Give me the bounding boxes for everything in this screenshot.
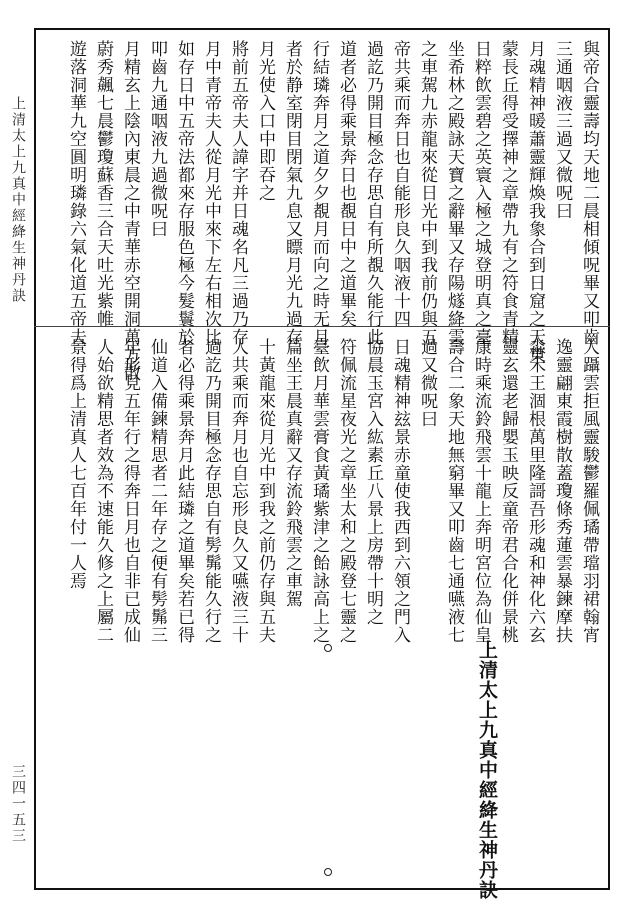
text-column: 月光使入口中即吞之: [255, 40, 275, 202]
text-column: 三通咽液三過又微呪曰: [552, 40, 572, 220]
text-column: 十黃龍來從月光中到我之前仍存與五夫: [255, 338, 275, 644]
text-column: 月中青帝夫人從月光中來下左右相次比: [201, 40, 221, 346]
side-title: 上清太上九真中經絳生神丹訣: [10, 96, 26, 304]
text-column: 月精玄上陰內東晨之中青華赤空開洞萬方散: [120, 40, 140, 382]
text-column: 過又微呪曰: [417, 338, 437, 428]
circle-mark: [324, 644, 332, 652]
text-column: 坐希林之殿詠天寶之辭畢又存陽燧絳雲: [444, 40, 464, 346]
text-column: 過訖乃開目極念存思自有髣髴能久行之: [201, 338, 221, 644]
text-column: 康時乘流鈴飛雲十龍上奔明宮位為仙皇: [471, 338, 491, 644]
circle-mark: [324, 868, 332, 876]
text-column: 壽合二象天地無窮畢又叩齒七通嚥液七: [444, 338, 464, 644]
text-column: 年形見五年行之得奔日月也自非已成仙: [120, 338, 140, 644]
page-number: 三四一五三: [10, 764, 26, 844]
text-column: 過訖乃開目極念存思自有所覩久能行此: [363, 40, 383, 346]
text-column: 月魂精神暖蕭靈輝煥我𧰼合到日窟之天東: [525, 40, 545, 364]
text-column: 仙道入備鍊精思者二年存之便有髣髴三: [147, 338, 167, 644]
text-column: 與帝合靈壽均天地二晨相傾呪畢又叩齒: [579, 40, 599, 346]
text-column: 篇坐王晨真辭又存流鈴飛雲之車駕: [282, 338, 302, 608]
text-column: 道者必得乘景奔日也覩日中之道畢矣: [336, 40, 356, 328]
text-column: 日魂精神玆景赤童使我西到六領之門入: [390, 338, 410, 644]
text-column: 臺飲月華雲膏食黃璚紫津之飴詠高上之: [309, 338, 329, 644]
text-column: 行結璘奔月之道夕夕覩月而向之時无月: [309, 40, 329, 346]
text-column: 如存日中五帝法都來存服色極今髮鬟於: [174, 40, 194, 346]
text-column: 者必得乘景奔月此結璘之道畢矣若已得: [174, 338, 194, 644]
text-column: 之車駕九赤龍來從日光中到我前仍與五: [417, 40, 437, 346]
text-column: 蔚秀飆七晨鬱瓊蘇香三合天吐光紫帷: [93, 40, 113, 328]
text-column: 遊落洞華九空圓明璘錄六氣化道五帝夫: [66, 40, 86, 346]
text-column: 帝共乘而奔日也自能形良久咽液十四: [390, 40, 410, 328]
text-column: 符佩流星夜光之章坐太和之殿登七靈之: [336, 338, 356, 644]
text-column: 日粹飲雲碧之英寰入極之城登明真之臺: [471, 40, 491, 346]
text-column: 蒙長丘得受擇神之章帶九有之符食青精: [498, 40, 518, 346]
text-column: 者於静室閉目閉氣九息又瞟月光九過存: [282, 40, 302, 346]
text-column: 靈玄還老歸嬰玉映反童帝君合化併景桃: [498, 338, 518, 644]
text-column: 逸靈翩東霞樹散蓋瓊條秀蓮雲暴鍊摩扶: [552, 338, 572, 644]
section-title: 上清太上九真中經絳生神丹訣: [476, 640, 498, 900]
text-column: 淼禾王涸根萬里隆謌吾形魂和神化六玄: [525, 338, 545, 644]
text-column: 景得爲上清真人七百年付一人焉: [66, 338, 86, 590]
text-column: 人共乘而奔月也自忘形良久又嚥液三十: [228, 338, 248, 644]
text-column: 叩齒九通咽液九過微呪曰: [147, 40, 167, 238]
text-column: 人始欲精思者效為不速能久修之上屬二: [93, 338, 113, 644]
text-column: 人躡雲拒風靈駿鬱羅佩璚帶璫羽裙翰宵: [579, 338, 599, 644]
text-column: 協晨玉宮入紘素丘八景上房帶十明之: [363, 338, 383, 626]
text-column: 將前五帝夫人諱字并日魂名凡三過乃存: [228, 40, 248, 346]
